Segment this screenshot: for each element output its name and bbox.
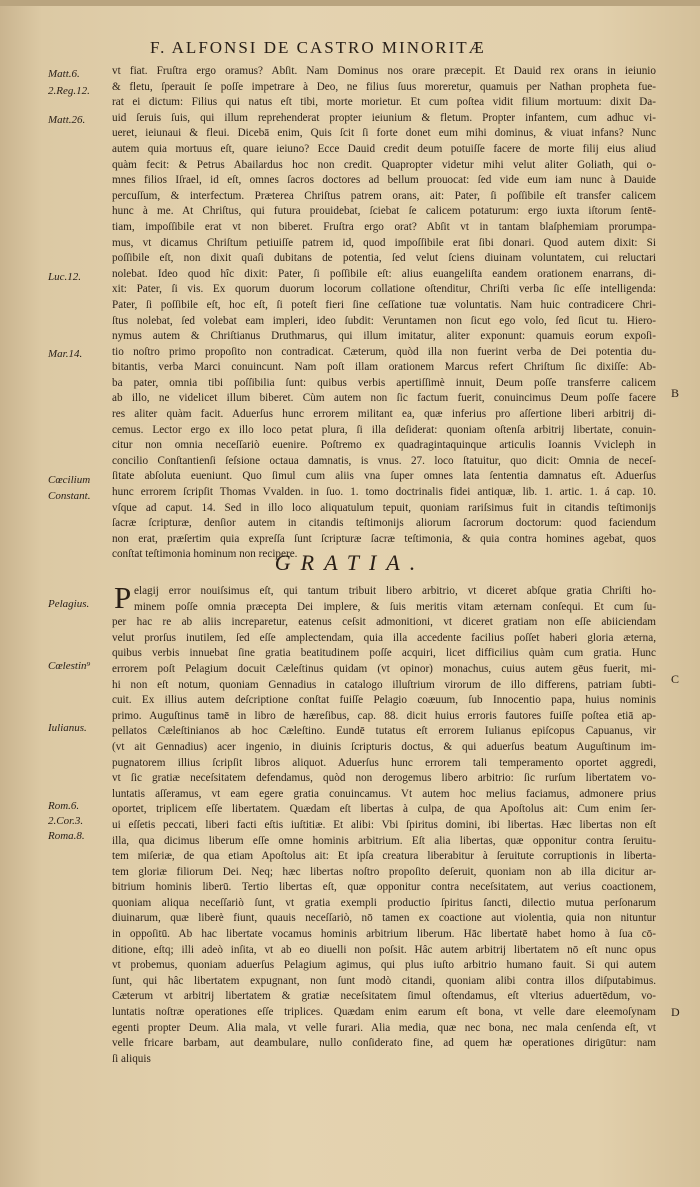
text-line: tem miſeriæ, de qua etiam Apoſtolus ait: Et ipſa creatura liberabitur à ſeruitute corruptionis in liberta-: [112, 850, 656, 863]
text-line: Cæterum vt arbitrij libertatem & gratiæ neceſsitatem ſimul oſtendamus, eſt vlterius aduertēdum, vo-: [112, 990, 656, 1003]
text-line: xit: Pater, ſi vis. Ex quorum duorum locorum collatione oſtenditur, Chriſti verba ſic eſſe intelligenda:: [112, 283, 656, 296]
text-line: mnes filios Iſrael, id eſt, omnes ſacros doctores ad bellum prouocat: ſed vide eum iam nunc à Dauide: [112, 174, 656, 187]
text-line: quibus verbis innuebat ſine gratia beatitudinem poſſe acquiri, licet difficilius quàm cum gratia. Hunc: [112, 647, 656, 660]
text-line: concilio Conſtantienſi ſeſsione octaua damnatis, is vnus. 27. loco ſtatuitur, quo dicit: Omnia de neceſ-: [112, 454, 656, 467]
text-line: quoniam aliqua neceſſariò ſunt, vt gratia exempli productio ſpiritus ſancti, dilectio mutua perſonarum: [112, 896, 656, 909]
margin-note: Iulianus.: [48, 722, 87, 734]
text-line: tem gloriæ filiorum Dei. Neq; hæc libertas noſtro propoſito deſeruit, quoniam non ab illa dicitur ar-: [112, 865, 656, 878]
text-line: res aliter quàm facit. Aduerſus hunc errorem militant ea, quæ inferius pro aſſertione liberi arbitrij di-: [112, 408, 656, 421]
text-line: nymus autem & Chriſtianus Druthmarus, qui illum imitatur, aliter exponunt: quamuis eorum expoſi-: [112, 330, 656, 343]
text-line: citur non omnia neceſſariò euenire. Poſtremo ex quadragintaquinque articulis Ioannis Vvicleph in: [112, 439, 656, 452]
text-line: elagij error nouiſsimus eſt, qui tantum tribuit libero arbitrio, vt diceret abſque gratia Chriſti ho-: [134, 585, 656, 597]
text-line: vt ſic gratiæ neceſsitatem defendamus, quòd non derogemus libero arbitrio: ſic rurſum libertatem vo-: [112, 772, 656, 785]
margin-note: Luc.12.: [48, 271, 81, 283]
text-line: percuſſum, & interfectum. Præterea Chriſtus patrem orans, ait: Pater, ſi poſſibile eſt transfer calicem: [112, 189, 656, 202]
text-line: illa, qua dicimus liberum eſſe omne hominis arbitrium. Eſt alia libertas, quæ opponitur contra ſeruitu-: [112, 834, 656, 847]
text-line: egenti propter Deum. Alia mala, vt velle furari. Alia media, quæ nec bona, nec mala cenſenda eſt, vt: [112, 1021, 656, 1034]
text-line: nolebat. Ideo quod hîc dixit: Pater, ſi poſſibile eſt: alius euangeliſta eandem orationem enarrans, di-: [112, 267, 656, 280]
section-letter: B: [671, 386, 680, 400]
margin-note: Matt.6.: [48, 68, 80, 80]
section-letter: D: [671, 1005, 680, 1019]
text-line: errorem poſt Pelagium docuit Cæleſtinus quidam (vt opinor) monachus, cuius autem gēus fuerit, mi-: [112, 662, 656, 675]
text-line: hunc errorem ſcripſit Thomas Vvalden. in ſuo. 1. tomo doctrinalis fidei antiquæ, lib. 1. artic. 1. á cap. 10.: [112, 486, 656, 499]
text-line: oportet, triplicem eſſe libertatem. Quædam eſt libertas à culpa, de qua Apoſtolus ait: Cum enim ſer-: [112, 803, 656, 816]
text-line: Pater, ſi poſſibile eſt, hoc eſt, ſi poteſt fieri ſine ceſſatione tuæ voluntatis. Nam huic contradicere Chri-: [112, 298, 656, 311]
text-line: pellatos Cæleſtinianos ab hoc Cæleſtino. Eundē tutatus eſt errorem Iulianus epiſcopus Capuanus, vir: [112, 725, 656, 738]
text-line: velut prorſus inutilem, ſed eſſe amplectendam, quia illa accedente facilius poſſet haberi gloria æterna,: [112, 631, 656, 644]
text-line: bitrium hominis liberū. Tertio libertas eſt, quæ opponitur contra neceſsitatem, aut verius coactionem,: [112, 881, 656, 894]
text-line: ſi aliquis: [112, 1052, 151, 1065]
margin-note: Matt.26.: [48, 114, 86, 126]
text-line: vt probemus, quoniam aduerſus Pelagium agimus, qui plus iuſto arbitrio humano fauit. Si qui autem: [112, 959, 656, 972]
text-line: cemus. Lector ergo ex illo loco petat plura, ſi illa deſiderat: quoniam oſtenſa arbitrij libertate, conuin-: [112, 423, 656, 436]
text-line: primo. Auguſtinus tamē in libro de hæreſibus, cap. 88. dicit huius erroris fautores fuiſſe poſtea etiā ap-: [112, 709, 656, 722]
text-line: ſunt, qui hâc libertatem expugnant, non ſunt modò citandi, quoniam alibi contra illos diſputabimus.: [112, 974, 656, 987]
text-line: poſſibile eſt, non dixit quaſi dubitans de potentia, ſed velut ſciens diuinam voluntatem, cui reluctari: [112, 252, 656, 265]
text-line: velle fricare barbam, aut deambulare, nullo conſiderato fine, ad quem hæ operationes dirigūtur: nam: [112, 1037, 656, 1050]
margin-note: Constant.: [48, 490, 91, 502]
text-line: pugnatorem illius ſcripſit libros aliquot. Aduerſus hunc errorem tali temperamento oportet aggredi,: [112, 756, 656, 769]
margin-note: Cœlestin⁹: [48, 660, 91, 672]
section-heading: GRATIA.: [274, 550, 426, 575]
text-line: ſacræ ſcripturæ, denſior autem in citandis teſtimonijs aliorum ſacrorum doctorum: quod faciendum: [112, 517, 656, 530]
text-line: mus, vt dicamus Chriſtum petiuiſſe patrem id, quod impoſſibile erat ſibi donari. Quod autem dixit: Si: [112, 236, 656, 249]
text-line: tiam, impoſſibile erat vt non biberet. Fruſtra ergo orat? Abſit vt in tantam blaſphemiam prorumpa-: [112, 220, 656, 233]
text-line: ueret, ieiunaui & fleui. Dicebā enim, Quis ſcit ſi forte donet eum mihi dominus, & viuat infans? Nunc: [112, 127, 656, 140]
drop-cap: P: [114, 580, 132, 615]
text-line: rat ei dictum: Filius qui natus eſt tibi, morte morietur. Et cum poſtea vidit filium mortuum: dixit Da-: [112, 96, 656, 109]
text-line: bitantis, verba Marci conuincunt. Nam poſt illam orationem Marcus refert Chriſtum ſic dixiſſe: Ab-: [112, 361, 656, 374]
margin-note: Rom.6.: [48, 800, 80, 812]
text-line: non erat, præſertim quia expreſſa ſunt ſcripturæ ſacræ teſtimonia, & quia contra homines agebat, quos: [112, 532, 656, 545]
running-head: F. ALFONSI DE CASTRO MINORITÆ: [150, 38, 486, 57]
margin-note: Roma.8.: [48, 830, 85, 842]
text-line: & fletu, ſperauit ſe poſſe impetrare à Deo, ne filius ſuus moreretur, quamuis per Nathan propheta fue-: [112, 80, 656, 93]
text-line: luntatis aſſeramus, vt eam egere gratia conuincamus. Vt autem hoc melius faciamus, admonere prius: [112, 787, 656, 800]
text-line: cuit. Ex illius autem deſcriptione conſtat fuiſſe Pelagio coæuum, ſub Innocentio papa, huius nominis: [112, 694, 656, 707]
margin-note: Pelagius.: [48, 598, 90, 610]
text-line: vſque ad caput. 14. Sed in illo loco aliquatulum tepuit, quoniam rariſsimus fuit in citandis teſtimonijs: [112, 501, 656, 514]
text-line: hi non eſt notum, quoniam Gennadius in catalogo illuſtrium virorum de illo differens, patriam ſubti-: [112, 678, 656, 691]
text-line: in oppoſitū. Ab hac libertate vocamus hominis arbitrium liberum. Hāc libertatē habet homo à ſua cō-: [112, 928, 656, 941]
text-line: diuinarum, quæ liberè fiunt, quauis neceſſariò, nō tamen ex coactione aut violentia, quia non nituntur: [112, 912, 656, 925]
text-line: hunc à me. At Chriſtus, qui futura prouidebat, ſciebat ſe calicem potaturum: ergo iuxta iſtorum ſentē-: [112, 205, 656, 218]
text-block-1: [112, 64, 656, 563]
text-line: ditione, eſtq; illi adeò inſita, vt ab eo diuelli non poſsit. Hâc autem arbitrij libertatem nō eſt nunc opus: [112, 943, 656, 956]
section-letter: C: [671, 672, 680, 686]
text-line: luntatis noſtræ operationes eſſe triplices. Quædam enim earum eſt bona, vt velle dare eleemoſynam: [112, 1006, 656, 1019]
margin-note: Mar.14.: [48, 348, 83, 360]
text-line: ſitate abſoluta eueniunt. Quo ſimul cum aliis vna ſuper omnes lata ſententia damnatus eſt. Aduerſus: [112, 470, 656, 483]
text-line: ab illo, ne videlicet illum biberet. Cùm autem non ſic factum fuerit, conuincimus Deum poſſe facere: [112, 392, 656, 405]
margin-note: 2.Cor.3.: [48, 815, 84, 827]
text-line: ſtus nolebat, ſed volebat eam impleri, ideo ſubdit: Veruntamen non ſicut ego volo, ſed ſicut tu. Hiero-: [112, 314, 656, 327]
text-line: minem poſſe omnia præcepta Dei implere, & ſuis meritis vitam æternam conſequi. Et cum ſu-: [134, 600, 656, 613]
text-block-2: [112, 580, 656, 1067]
text-line: conſtat teſtimonia hominum non recipere.: [112, 548, 298, 561]
text-line: per hac re ab aliis increparetur, eatenus ceſsit admonitioni, vt diceret gratiam non eſſe abiiciendam: [112, 616, 656, 629]
margin-note: Cœcilium: [48, 474, 91, 486]
text-line: ui eſſetis peccati, liberi facti eſtis iuſtitiæ. Et alibi: Vbi ſpiritus domini, ibi libertas. Hæc libertas non eſt: [112, 818, 656, 831]
text-line: ba pater, omnia tibi poſſibilia ſunt: quibus verbis apertiſſimè innuit, Deum poſſe transferre calicem: [112, 376, 656, 389]
text-line: (vt ait Gennadius) acer ingenio, in diuinis ſcripturis doctus, & qui aduerſus beatum Auguſtinum im-: [112, 740, 656, 753]
text-line: autem quia mortuus eſt, quare ieiuno? Ecce Dauid credit deum potuiſſe facere de morte filij eius aliud: [112, 142, 656, 155]
text-line: tio noſtro primo propoſito non contradicat. Cæterum, quòd illa non fuerint verba de Dei potentia du-: [112, 345, 656, 358]
text-line: quàm fecit: & Petrus Abailardus hoc non credit. Quapropter videtur mihi velut aliter Goliath, qui o-: [112, 158, 656, 171]
page-edge: [0, 0, 700, 6]
text-line: vt fiat. Fruſtra ergo oramus? Abſit. Nam Dominus nos orare præcepit. Et Dauid rex orans in ieiunio: [112, 65, 656, 77]
margin-note: 2.Reg.12.: [48, 85, 90, 97]
text-line: uid ſeruis ſuis, qui illum reprehenderat propter ieiunium & fletum. Propter infantem, cum adhuc vi-: [112, 111, 656, 124]
